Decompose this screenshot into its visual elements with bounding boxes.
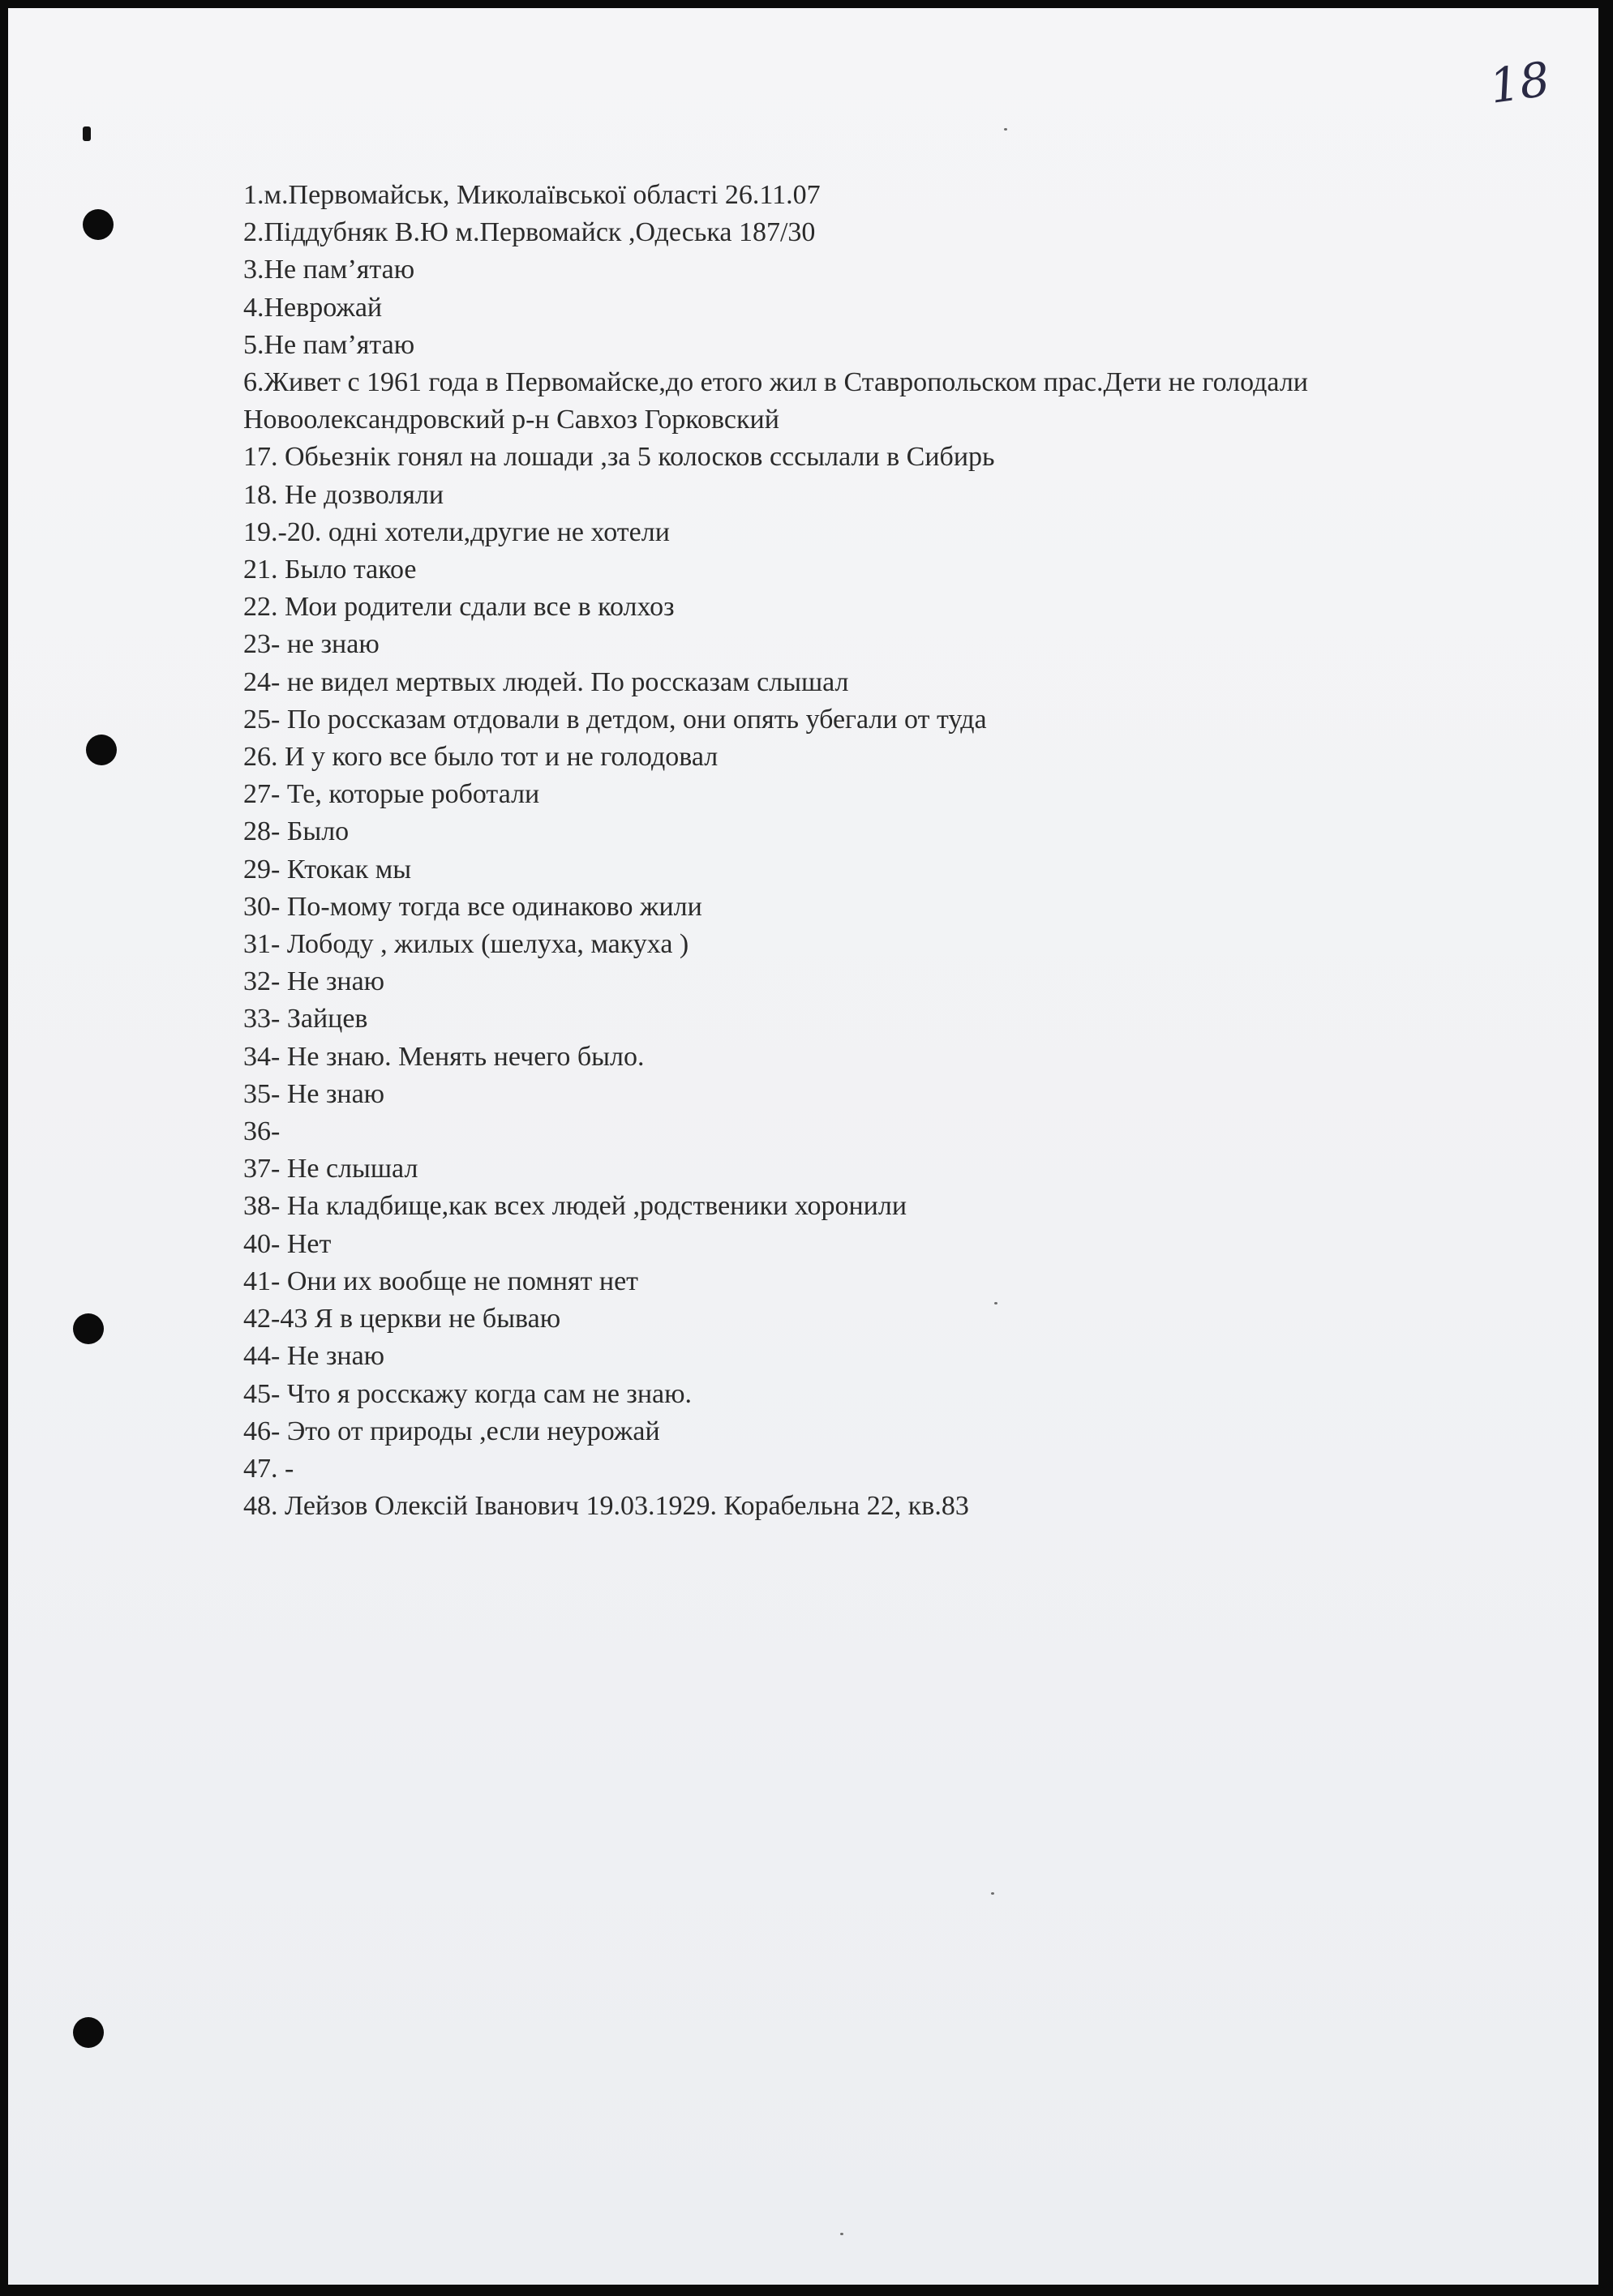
answer-line: 40- Нет (243, 1228, 332, 1259)
paper-speck (991, 1892, 994, 1895)
answer-line: 19.-20. одні хотели,другие не хотели (243, 516, 670, 547)
answer-line: 41- Они их вообще не помнят нет (243, 1266, 639, 1296)
answer-line: 17. Обьезнік гонял на лошади ,за 5 колосков сссылали в Сибирь (243, 442, 995, 473)
answer-line: 28- Было (243, 816, 350, 847)
answer-list (243, 177, 1573, 1525)
answer-line: Новоолександровский р-н Савхоз Горковский (243, 405, 779, 435)
answer-line: 18. Не дозволяли (243, 479, 444, 510)
answer-line: 30- По-мому тогда все одинаково жили (243, 891, 702, 922)
answer-line: 1.м.Первомайськ, Миколаївської області 26.11.07 (243, 180, 821, 210)
answer-line: 34- Не знаю. Менять нечего было. (243, 1041, 645, 1072)
answer-line: 36- (243, 1116, 281, 1147)
answer-line: 44- Не знаю (243, 1341, 385, 1372)
answer-line: 42-43 Я в церкви не бываю (243, 1304, 561, 1334)
answer-line: 22. Мои родители сдали все в колхоз (243, 592, 675, 623)
answer-line: 45- Что я росскажу когда сам не знаю. (243, 1378, 693, 1409)
punch-hole (83, 209, 114, 240)
punch-hole (73, 1313, 104, 1344)
staple-mark (83, 126, 91, 141)
answer-line: 33- Зайцев (243, 1004, 368, 1034)
answer-line: 4.Неврожай (243, 292, 383, 323)
answer-line: 5.Не пам’ятаю (243, 329, 415, 360)
answer-line: 48. Лейзов Олексій Іванович 19.03.1929. Корабельна 22, кв.83 (243, 1491, 969, 1522)
answer-line: 38- На кладбище,как всех людей ,родственики хоронили (243, 1191, 907, 1222)
answer-line: 2.Піддубняк В.Ю м.Первомайск ,Одеська 187/30 (243, 217, 816, 248)
answer-line: 31- Лободу , жилых (шелуха, макуха ) (243, 929, 689, 960)
document-page (8, 8, 1598, 2285)
punch-hole (86, 735, 117, 765)
answer-line: 47. - (243, 1453, 294, 1484)
answer-line: 27- Те, которые роботали (243, 779, 540, 810)
paper-speck (840, 2233, 843, 2235)
punch-hole (73, 2017, 104, 2048)
handwritten-page-number: 18 (1486, 51, 1554, 114)
paper-speck (1004, 128, 1007, 131)
answer-line: 26. И у кого все было тот и не голодовал (243, 742, 719, 773)
answer-line: 37- Не слышал (243, 1154, 418, 1184)
answer-line: 35- Не знаю (243, 1078, 385, 1109)
answer-line: 32- Не знаю (243, 966, 385, 997)
answer-line: 25- По россказам отдовали в детдом, они опять убегали от туда (243, 704, 987, 735)
answer-line: 29- Ктокак мы (243, 854, 412, 885)
answer-line: 3.Не пам’ятаю (243, 255, 415, 285)
answer-line: 24- не видел мертвых людей. По россказам слышал (243, 666, 849, 697)
answer-line: 23- не знаю (243, 629, 380, 660)
answer-line: 21. Было такое (243, 555, 417, 585)
answer-line: 6.Живет с 1961 года в Первомайске,до етого жил в Ставропольском прас.Дети не голодали (243, 367, 1308, 398)
answer-line: 46- Это от природы ,если неурожай (243, 1416, 660, 1446)
